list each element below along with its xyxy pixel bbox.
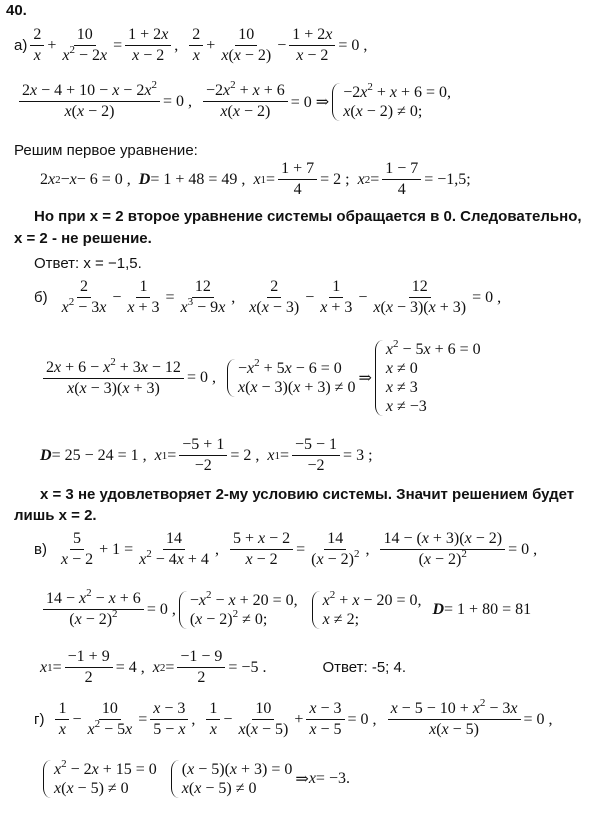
part-g-line-1: г) $\frac{1}{x}$ − $\frac{10}{x^2 - 5x}$ = $\frac{x - 3}{5 - x}$ , $\frac{1}{x}$ − $\frac{10}{x(x - 5)}$ + $\frac{x - 3}{x - 5}$ = 0 , $\frac{x - 5 - 10 + x^2 - 3x}{x(x - 5)}$ = 0 , [34,697,553,738]
part-a-note-2: x = 2 - не решение. [14,230,152,247]
part-b-label: б) [34,289,48,306]
part-b-note-1: x = 3 не удовлетворяет 2-му условию системы. Значит решением будет [40,486,575,503]
part-v-line-3: x 1 = $\frac{-1 + 9}{2}$ = 4 , x 2 = $\frac{-1 - 9}{2}$ = −5 . Ответ: -5; 4. [40,648,407,686]
part-g-line-2: $x^2 - 2x + 15 = 0$ x(x − 5) ≠ 0 (x − 5)(x + 3) = 0 x(x − 5) ≠ 0 ⇒ x = −3. [40,760,350,798]
part-a-note-1: Но при x = 2 второе уравнение системы обращается в 0. Следовательно, [34,208,582,225]
part-a-answer: Ответ: x = −1,5. [34,255,142,272]
part-b-d-line: D = 25 − 24 = 1 , x 1 = $\frac{-5 + 1}{-2}$ = 2 , x 1 = $\frac{-5 - 1}{-2}$ = 3 ; [40,436,373,474]
part-v-answer: Ответ: -5; 4. [322,659,407,676]
part-b-line-2: $\frac{2x + 6 - x^2 + 3x - 12}{x(x - 3)(x + 3)}$ = 0 , $-x^2 + 5x - 6 = 0$ x(x − 3)(x + 3) ≠ 0 ⇒ $x^2 - 5x + 6 = 0$ x ≠ 0 x ≠ 3 x ≠ −3 [40,340,484,416]
part-a-line-2: $\frac{2x - 4 + 10 - x - 2x^2}{x(x - 2)}$ = 0 , $\frac{-2x^2 + x + 6}{x(x - 2)}$ = 0 ⇒ $-2x^2 + x + 6 = 0$, x(x − 2) ≠ 0; [16,82,454,121]
part-v-line-2: $\frac{14 - x^2 - x + 6}{(x - 2)^2}$ = 0 , $-x^2 - x + 20 = 0$, $(x - 2)^2 \ne 0$; $x^2 + x - 20 = 0$, x ≠ 2; D = 1 + 80 = 81 [40,590,531,629]
part-v-line-1: в) $\frac{5}{x - 2}$ + 1 = $\frac{14}{x^2 - 4x + 4}$ , $\frac{5 + x - 2}{x - 2}$ = $\frac{14}{(x - 2)^2}$ , $\frac{14 - (x + 3)(x - 2)}{(x - 2)^2}$ = 0 , [34,530,538,568]
part-v-label: в) [34,541,47,558]
part-a-label: а) [14,37,28,54]
problem-number: 40. [6,2,27,19]
part-a-quad-line: 2 x 2 − x − 6 = 0 , D = 1 + 48 = 49 , x 1 = $\frac{1 + 7}{4}$ = 2 ; x 2 = $\frac{1 - 7}{4}$ = −1,5; [40,160,471,198]
solve-first-text: Решим первое уравнение: [14,142,198,159]
part-b-line-1: б) $\frac{2}{x^2 - 3x}$ − $\frac{1}{x + 3}$ = $\frac{12}{x^3 - 9x}$ , $\frac{2}{x(x - 3)}$ − $\frac{1}{x + 3}$ − $\frac{12}{x(x - 3)(x + 3)}$ = 0 , [34,278,502,316]
part-b-note-2: лишь x = 2. [14,507,97,524]
part-g-label: г) [34,711,45,728]
part-a-line-1: а) $\frac{2}{x}$ + $\frac{10}{x^2 - 2x}$ = $\frac{1 + 2x}{x - 2}$ , $\frac{2}{x}$ + $\frac{10}{x(x - 2)}$ − $\frac{1 + 2x}{x - 2}$ = 0 , [14,26,368,64]
